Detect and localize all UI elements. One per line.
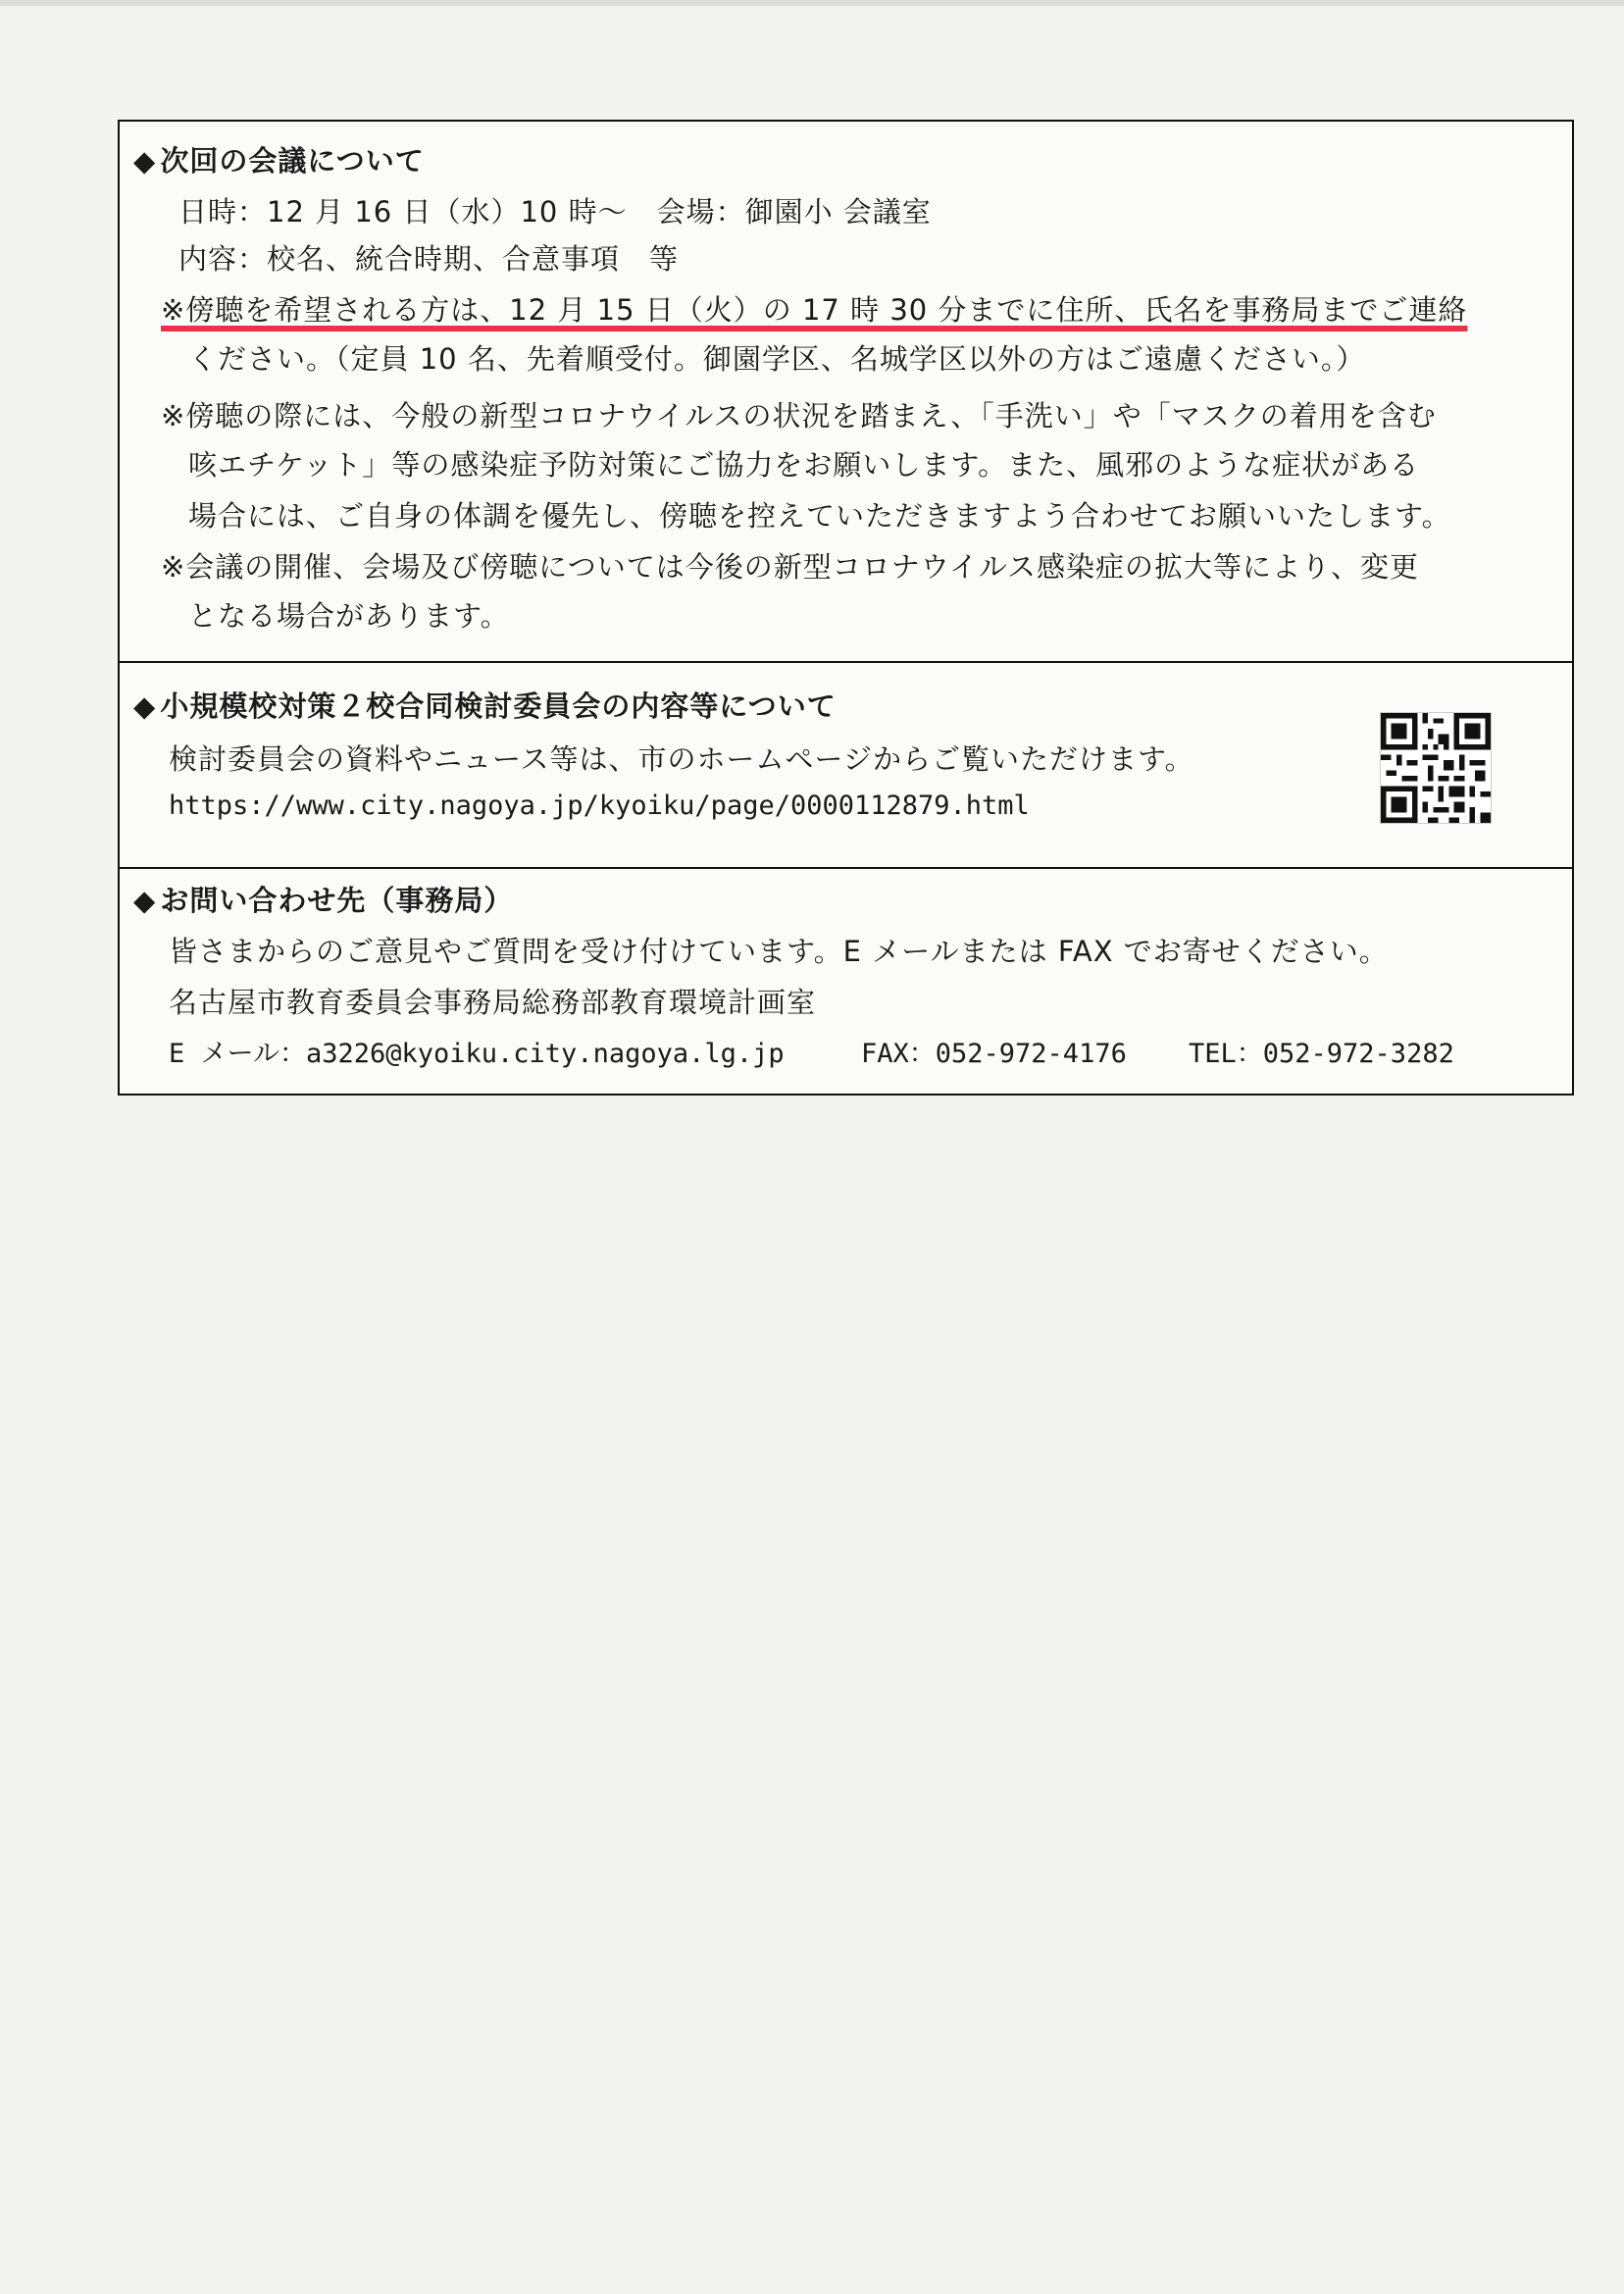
- diamond-bullet-icon: ◆: [133, 689, 157, 723]
- next-meeting-section: [120, 122, 1572, 661]
- note-covid-cont2: 場合には、ご自身の体調を優先し、傍聴を控えていただきますよう合わせてお願いいたします。: [188, 499, 1451, 533]
- next-meeting-heading: [133, 139, 425, 179]
- note-covid-cont1: 咳エチケット」等の感染症予防対策にご協力をお願いします。また、風邪のような症状がある: [188, 448, 1420, 482]
- heading-text: 次回の会議について: [160, 144, 425, 178]
- contact-text: 皆さまからのご意見やご質問を受け付けています。E メールまたは FAX でお寄せください。: [169, 935, 1389, 968]
- info-box: [118, 120, 1574, 1096]
- heading-text: 小規模校対策２校合同検討委員会の内容等について: [160, 689, 837, 723]
- meeting-datetime: 日時：12 月 16 日（水）10 時～ 会場：御園小 会議室: [178, 195, 932, 229]
- qr-code-icon[interactable]: [1380, 712, 1492, 824]
- contact-email-link[interactable]: E メール：a3226@kyoiku.city.nagoya.lg.jp: [169, 1039, 785, 1069]
- note-covid: ※傍聴の際には、今般の新型コロナウイルスの状況を踏まえ、「手洗い」や「マスクの着用を含む: [161, 399, 1437, 433]
- note-attend-request: ※傍聴を希望される方は、12 月 15 日（火）の 17 時 30 分までに住所、氏名を事務局までご連絡: [161, 293, 1468, 327]
- heading-text: お問い合わせ先（事務局）: [160, 884, 514, 917]
- page-top-edge: [0, 0, 1624, 6]
- contact-tel: TEL：052-972-3282: [1189, 1039, 1454, 1069]
- committee-heading: [133, 685, 837, 725]
- committee-section: [120, 661, 1572, 867]
- diamond-bullet-icon: ◆: [133, 884, 157, 917]
- note-attend-request-cont: ください。（定員 10 名、先着順受付。御園学区、名城学区以外の方はご遠慮ください。）: [188, 342, 1366, 376]
- committee-url-link[interactable]: https://www.city.nagoya.jp/kyoiku/page/0000112879.html: [169, 790, 1030, 821]
- committee-text: 検討委員会の資料やニュース等は、市のホームページからご覧いただけます。: [169, 742, 1194, 776]
- contact-fax: FAX：052-972-4176: [861, 1039, 1127, 1069]
- diamond-bullet-icon: ◆: [133, 144, 157, 178]
- note-change-cont: となる場合があります。: [188, 599, 510, 633]
- contact-office: 名古屋市教育委員会事務局総務部教育環境計画室: [169, 986, 817, 1019]
- contact-heading: [133, 879, 513, 919]
- contact-section: [120, 867, 1572, 1096]
- note-change: ※会議の開催、会場及び傍聴については今後の新型コロナウイルス感染症の拡大等により、変更: [161, 550, 1419, 584]
- meeting-content: 内容：校名、統合時期、合意事項 等: [178, 242, 680, 276]
